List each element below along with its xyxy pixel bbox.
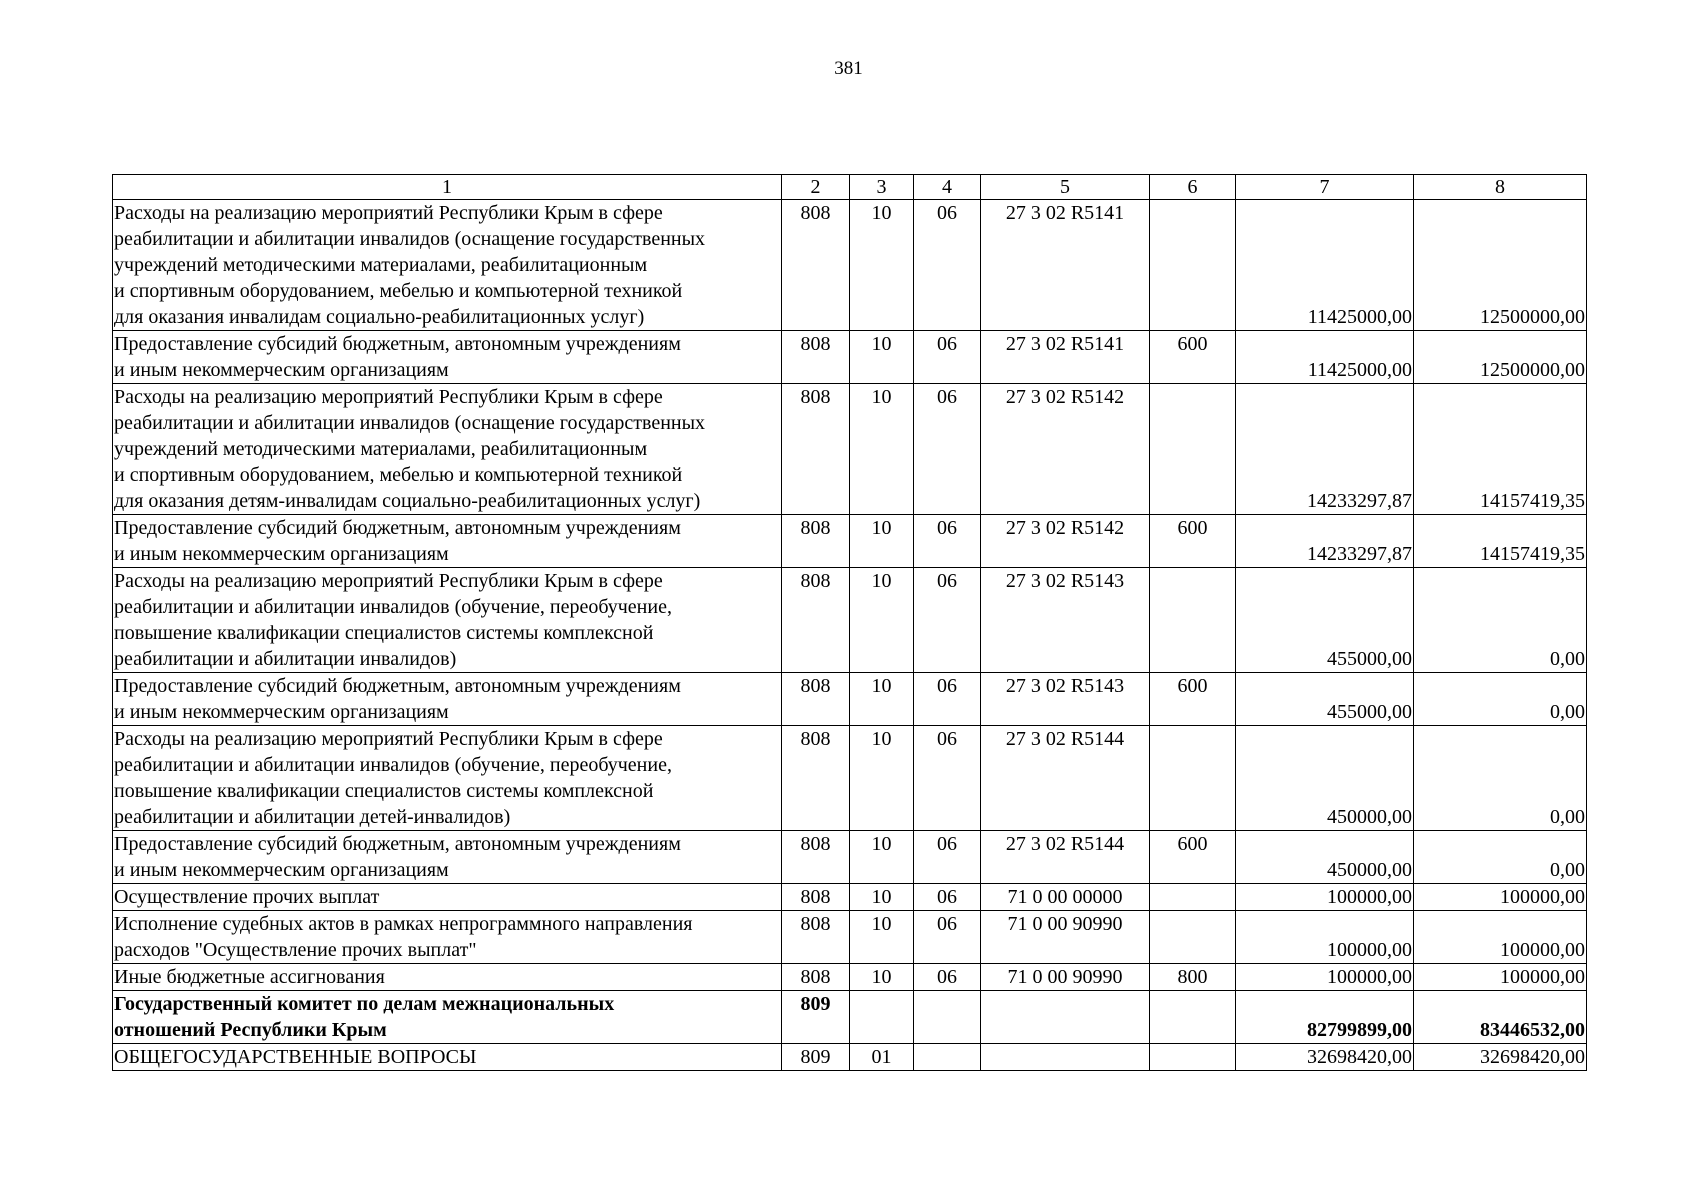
section-code: 10 xyxy=(850,911,914,964)
expense-item-name: Предоставление субсидий бюджетным, автономным учреждениям и иным некоммерческим организациям xyxy=(113,831,782,884)
section-code: 01 xyxy=(850,1044,914,1071)
table-row xyxy=(113,726,1587,831)
ministry-code: 808 xyxy=(782,384,850,515)
ministry-code: 808 xyxy=(782,831,850,884)
section-code: 10 xyxy=(850,884,914,911)
budget-table xyxy=(112,174,1587,1071)
expense-type-code xyxy=(1150,726,1236,831)
expense-item-name: Предоставление субсидий бюджетным, автономным учреждениям и иным некоммерческим организациям xyxy=(113,515,782,568)
amount-year-2: 14157419,35 xyxy=(1414,384,1587,515)
table-row xyxy=(113,964,1587,991)
column-number-header: 4 xyxy=(914,175,981,200)
amount-year-2: 0,00 xyxy=(1414,726,1587,831)
expense-type-code: 600 xyxy=(1150,515,1236,568)
expense-item-name: Государственный комитет по делам межнациональных отношений Республики Крым xyxy=(113,991,782,1044)
expense-item-name: Предоставление субсидий бюджетным, автономным учреждениям и иным некоммерческим организациям xyxy=(113,673,782,726)
table-row xyxy=(113,673,1587,726)
section-code: 10 xyxy=(850,726,914,831)
amount-year-1: 455000,00 xyxy=(1236,673,1414,726)
subsection-code: 06 xyxy=(914,726,981,831)
target-article-code: 27 3 02 R5143 xyxy=(981,568,1150,673)
amount-year-2: 100000,00 xyxy=(1414,964,1587,991)
subsection-code: 06 xyxy=(914,673,981,726)
amount-year-2: 12500000,00 xyxy=(1414,200,1587,331)
page-number: 381 xyxy=(834,58,863,79)
expense-type-code xyxy=(1150,200,1236,331)
expense-type-code xyxy=(1150,991,1236,1044)
subsection-code xyxy=(914,1044,981,1071)
ministry-code: 808 xyxy=(782,200,850,331)
amount-year-1: 14233297,87 xyxy=(1236,384,1414,515)
subsection-code: 06 xyxy=(914,884,981,911)
amount-year-1: 82799899,00 xyxy=(1236,991,1414,1044)
target-article-code xyxy=(981,1044,1150,1071)
amount-year-1: 11425000,00 xyxy=(1236,331,1414,384)
section-code: 10 xyxy=(850,384,914,515)
amount-year-2: 12500000,00 xyxy=(1414,331,1587,384)
amount-year-1: 14233297,87 xyxy=(1236,515,1414,568)
table-row xyxy=(113,991,1587,1044)
target-article-code: 27 3 02 R5143 xyxy=(981,673,1150,726)
target-article-code: 71 0 00 90990 xyxy=(981,911,1150,964)
expense-item-name: Осуществление прочих выплат xyxy=(113,884,782,911)
ministry-code: 809 xyxy=(782,1044,850,1071)
target-article-code: 27 3 02 R5141 xyxy=(981,331,1150,384)
target-article-code: 27 3 02 R5141 xyxy=(981,200,1150,331)
target-article-code xyxy=(981,991,1150,1044)
amount-year-2: 32698420,00 xyxy=(1414,1044,1587,1071)
ministry-code: 808 xyxy=(782,911,850,964)
amount-year-2: 0,00 xyxy=(1414,568,1587,673)
amount-year-2: 100000,00 xyxy=(1414,884,1587,911)
subsection-code: 06 xyxy=(914,911,981,964)
expense-item-name: Расходы на реализацию мероприятий Республики Крым в сфере реабилитации и абилитации инвалидов (оснащение государственных учреждений методическими материалами, реабилитационным и спортивным оборудованием, мебелью и компьютерной техникой для оказания детям-инвалидам социально-реабилитационных услуг) xyxy=(113,384,782,515)
column-number-header: 6 xyxy=(1150,175,1236,200)
expense-item-name: Предоставление субсидий бюджетным, автономным учреждениям и иным некоммерческим организациям xyxy=(113,331,782,384)
subsection-code: 06 xyxy=(914,568,981,673)
table-row xyxy=(113,911,1587,964)
section-code: 10 xyxy=(850,331,914,384)
expense-item-name: Исполнение судебных актов в рамках непрограммного направления расходов "Осуществление прочих выплат" xyxy=(113,911,782,964)
column-number-header: 1 xyxy=(113,175,782,200)
amount-year-2: 100000,00 xyxy=(1414,911,1587,964)
subsection-code: 06 xyxy=(914,200,981,331)
subsection-code: 06 xyxy=(914,384,981,515)
amount-year-2: 0,00 xyxy=(1414,673,1587,726)
amount-year-2: 83446532,00 xyxy=(1414,991,1587,1044)
column-number-header: 5 xyxy=(981,175,1150,200)
budget-table-body xyxy=(113,175,1587,1071)
amount-year-1: 11425000,00 xyxy=(1236,200,1414,331)
table-row xyxy=(113,831,1587,884)
section-code xyxy=(850,991,914,1044)
column-number-header: 3 xyxy=(850,175,914,200)
column-number-header: 2 xyxy=(782,175,850,200)
expense-type-code: 600 xyxy=(1150,673,1236,726)
column-number-header: 8 xyxy=(1414,175,1587,200)
target-article-code: 71 0 00 00000 xyxy=(981,884,1150,911)
ministry-code: 808 xyxy=(782,726,850,831)
amount-year-1: 450000,00 xyxy=(1236,726,1414,831)
expense-item-name: Расходы на реализацию мероприятий Республики Крым в сфере реабилитации и абилитации инвалидов (обучение, переобучение, повышение квалификации специалистов системы комплексной реабилитации и абилитации детей-инвалидов) xyxy=(113,726,782,831)
table-row xyxy=(113,884,1587,911)
section-code: 10 xyxy=(850,964,914,991)
expense-item-name: Расходы на реализацию мероприятий Республики Крым в сфере реабилитации и абилитации инвалидов (оснащение государственных учреждений методическими материалами, реабилитационным и спортивным оборудованием, мебелью и компьютерной техникой для оказания инвалидам социально-реабилитационных услуг) xyxy=(113,200,782,331)
expense-type-code: 600 xyxy=(1150,331,1236,384)
target-article-code: 27 3 02 R5144 xyxy=(981,831,1150,884)
table-row xyxy=(113,200,1587,331)
subsection-code: 06 xyxy=(914,331,981,384)
expense-type-code xyxy=(1150,1044,1236,1071)
subsection-code: 06 xyxy=(914,831,981,884)
column-number-header: 7 xyxy=(1236,175,1414,200)
section-code: 10 xyxy=(850,568,914,673)
expense-item-name: Расходы на реализацию мероприятий Республики Крым в сфере реабилитации и абилитации инвалидов (обучение, переобучение, повышение квалификации специалистов системы комплексной реабилитации и абилитации инвалидов) xyxy=(113,568,782,673)
section-code: 10 xyxy=(850,673,914,726)
subsection-code: 06 xyxy=(914,515,981,568)
target-article-code: 27 3 02 R5144 xyxy=(981,726,1150,831)
expense-type-code xyxy=(1150,568,1236,673)
target-article-code: 27 3 02 R5142 xyxy=(981,384,1150,515)
amount-year-1: 450000,00 xyxy=(1236,831,1414,884)
amount-year-1: 455000,00 xyxy=(1236,568,1414,673)
section-code: 10 xyxy=(850,831,914,884)
expense-item-name: Иные бюджетные ассигнования xyxy=(113,964,782,991)
expense-type-code: 800 xyxy=(1150,964,1236,991)
amount-year-1: 100000,00 xyxy=(1236,911,1414,964)
amount-year-1: 100000,00 xyxy=(1236,884,1414,911)
table-row xyxy=(113,515,1587,568)
ministry-code: 808 xyxy=(782,884,850,911)
expense-item-name: ОБЩЕГОСУДАРСТВЕННЫЕ ВОПРОСЫ xyxy=(113,1044,782,1071)
ministry-code: 808 xyxy=(782,568,850,673)
subsection-code xyxy=(914,991,981,1044)
ministry-code: 808 xyxy=(782,515,850,568)
ministry-code: 808 xyxy=(782,331,850,384)
table-row xyxy=(113,568,1587,673)
amount-year-1: 32698420,00 xyxy=(1236,1044,1414,1071)
amount-year-1: 100000,00 xyxy=(1236,964,1414,991)
expense-type-code xyxy=(1150,911,1236,964)
amount-year-2: 0,00 xyxy=(1414,831,1587,884)
section-code: 10 xyxy=(850,200,914,331)
target-article-code: 27 3 02 R5142 xyxy=(981,515,1150,568)
section-code: 10 xyxy=(850,515,914,568)
table-row xyxy=(113,384,1587,515)
ministry-code: 808 xyxy=(782,964,850,991)
table-row xyxy=(113,331,1587,384)
expense-type-code: 600 xyxy=(1150,831,1236,884)
ministry-code: 809 xyxy=(782,991,850,1044)
ministry-code: 808 xyxy=(782,673,850,726)
table-header-row xyxy=(113,175,1587,200)
table-row xyxy=(113,1044,1587,1071)
target-article-code: 71 0 00 90990 xyxy=(981,964,1150,991)
amount-year-2: 14157419,35 xyxy=(1414,515,1587,568)
expense-type-code xyxy=(1150,884,1236,911)
expense-type-code xyxy=(1150,384,1236,515)
subsection-code: 06 xyxy=(914,964,981,991)
